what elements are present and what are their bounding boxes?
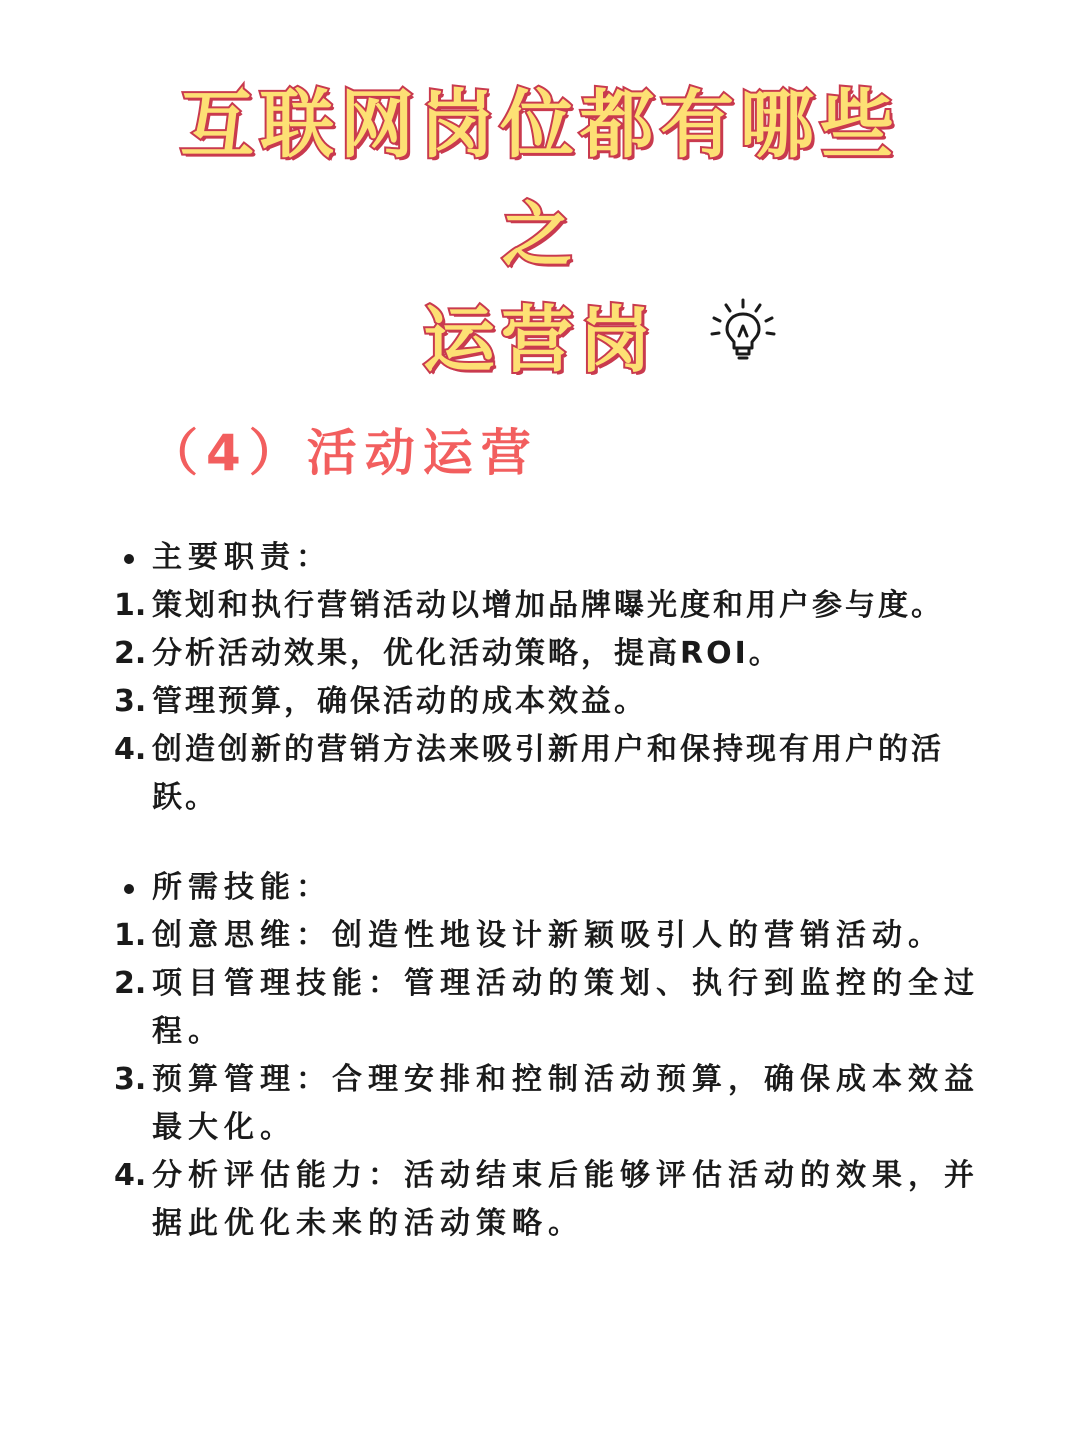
page-title-line-3 — [0, 298, 1080, 382]
list-item-text: 分析活动效果，优化活动策略，提高ROI。 — [152, 636, 782, 671]
list-item — [112, 912, 992, 960]
section-heading: （4）活动运营 — [148, 424, 539, 482]
skills-label — [112, 864, 992, 912]
list-item-text: 项目管理技能：管理活动的策划、执行到监控的全过程。 — [152, 966, 980, 1049]
page-title-line-3-text: 运营岗 — [422, 298, 657, 382]
list-item-number: 3. — [114, 1062, 147, 1097]
bullet-dot-icon — [124, 554, 134, 564]
list-item-text: 创造创新的营销方法来吸引新用户和保持现有用户的活跃。 — [152, 732, 944, 815]
list-item — [112, 678, 992, 726]
page-title-line-1: 互联网岗位都有哪些 — [180, 82, 900, 168]
list-item-number: 2. — [114, 636, 147, 671]
list-item-text: 预算管理：合理安排和控制活动预算，确保成本效益最大化。 — [152, 1062, 980, 1145]
list-item-number: 3. — [114, 684, 147, 719]
responsibilities-section — [112, 534, 992, 822]
skills-list — [112, 912, 992, 1248]
skills-section — [112, 864, 992, 1248]
list-item-text: 管理预算，确保活动的成本效益。 — [152, 684, 647, 719]
list-item-text: 创意思维：创造性地设计新颖吸引人的营销活动。 — [152, 918, 944, 953]
skills-label-text: 所需技能： — [152, 870, 332, 905]
list-item — [112, 960, 992, 1056]
page-title-line-2: 之 — [502, 194, 578, 276]
list-item-number: 1. — [114, 918, 147, 953]
bullet-dot-icon — [124, 884, 134, 894]
list-item-text: 策划和执行营销活动以增加品牌曝光度和用户参与度。 — [152, 588, 944, 623]
list-item-number: 2. — [114, 966, 147, 1001]
list-item-number: 1. — [114, 588, 147, 623]
list-item — [112, 1152, 992, 1248]
list-item — [112, 630, 992, 678]
list-item-number: 4. — [114, 1158, 147, 1193]
responsibilities-label-text: 主要职责： — [152, 540, 332, 575]
list-item — [112, 582, 992, 630]
responsibilities-list — [112, 582, 992, 822]
list-item-number: 4. — [114, 732, 147, 767]
list-item — [112, 726, 992, 822]
lightbulb-icon — [708, 296, 778, 366]
list-item — [112, 1056, 992, 1152]
responsibilities-label — [112, 534, 992, 582]
list-item-text: 分析评估能力：活动结束后能够评估活动的效果，并据此优化未来的活动策略。 — [152, 1158, 980, 1241]
